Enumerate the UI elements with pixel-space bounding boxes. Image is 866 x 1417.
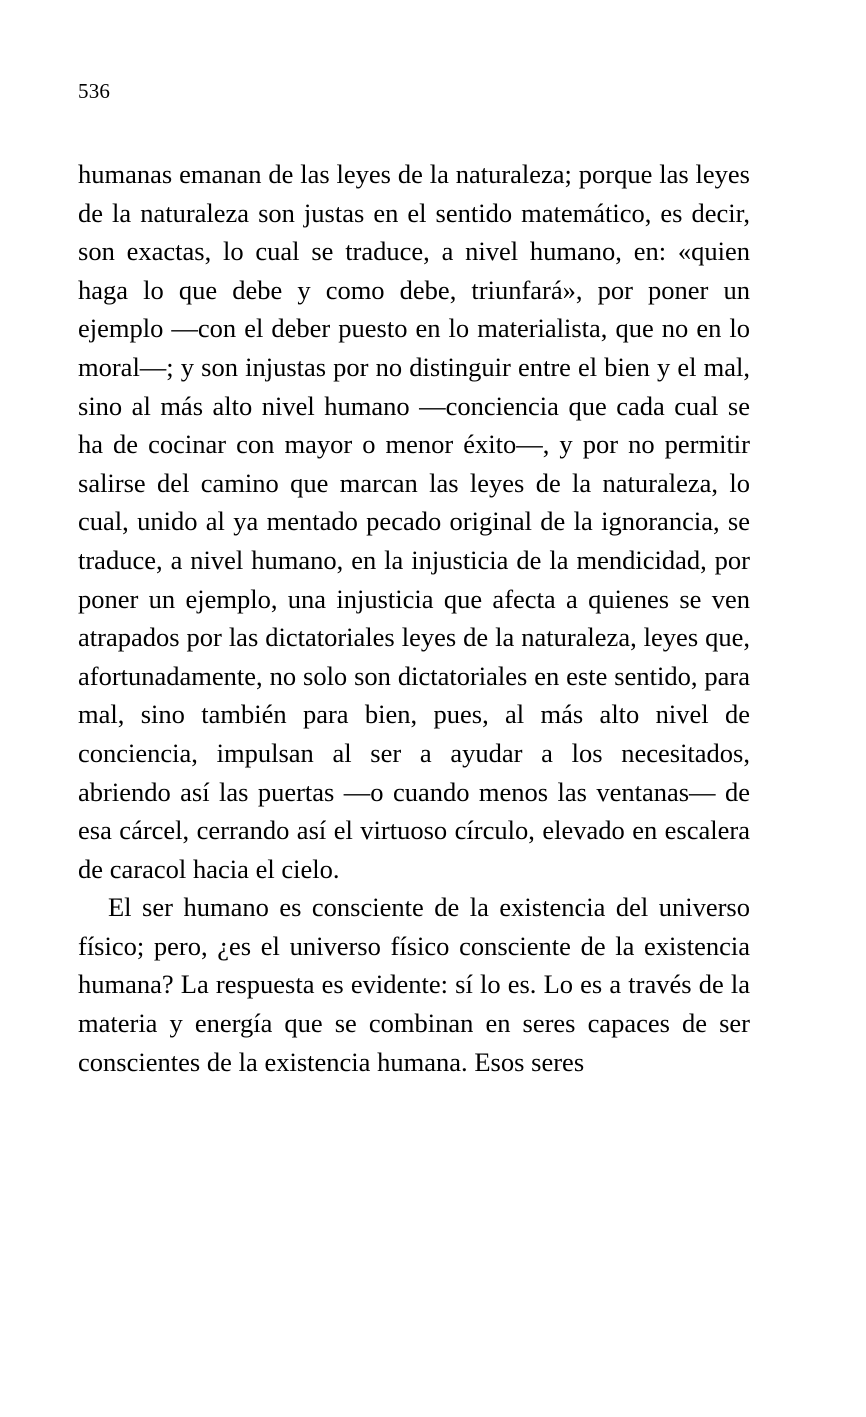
body-text — [78, 155, 750, 1081]
page-number: 536 — [78, 79, 111, 103]
paragraph-second: El ser humano es consciente de la existencia del universo físico; pero, ¿es el universo físico consciente de la existencia humana? La respuesta es evidente: sí lo es. Lo es a través de la materia y energía que se combinan en seres capaces de ser conscientes de la existencia humana. Esos seres — [78, 892, 750, 1077]
paragraph-continued: humanas emanan de las leyes de la naturaleza; porque las leyes de la naturaleza son justas en el sentido matemático, es decir, son exactas, lo cual se traduce, a nivel humano, en: «quien haga lo que debe y como debe, triunfará», por poner un ejemplo —con el deber puesto en lo materialista, que no en lo moral—; y son injustas por no distinguir entre el bien y el mal, sino al más alto nivel humano —conciencia que cada cual se ha de cocinar con mayor o menor éxito—, y por no permitir salirse del camino que marcan las leyes de la naturaleza, lo cual, unido al ya mentado pecado original de la ignorancia, se traduce, a nivel humano, en la injusticia de la mendicidad, por poner un ejemplo, una injusticia que afecta a quienes se ven atrapados por las dictatoriales leyes de la naturaleza, leyes que, afortunadamente, no solo son dictatoriales en este sentido, para mal, sino también para bien, pues, al más alto nivel de conciencia, impulsan al ser a ayudar a los necesitados, abriendo así las puertas —o cuando menos las ventanas— de esa cárcel, cerrando así el virtuoso círculo, elevado en escalera de caracol hacia el cielo. — [78, 159, 750, 884]
